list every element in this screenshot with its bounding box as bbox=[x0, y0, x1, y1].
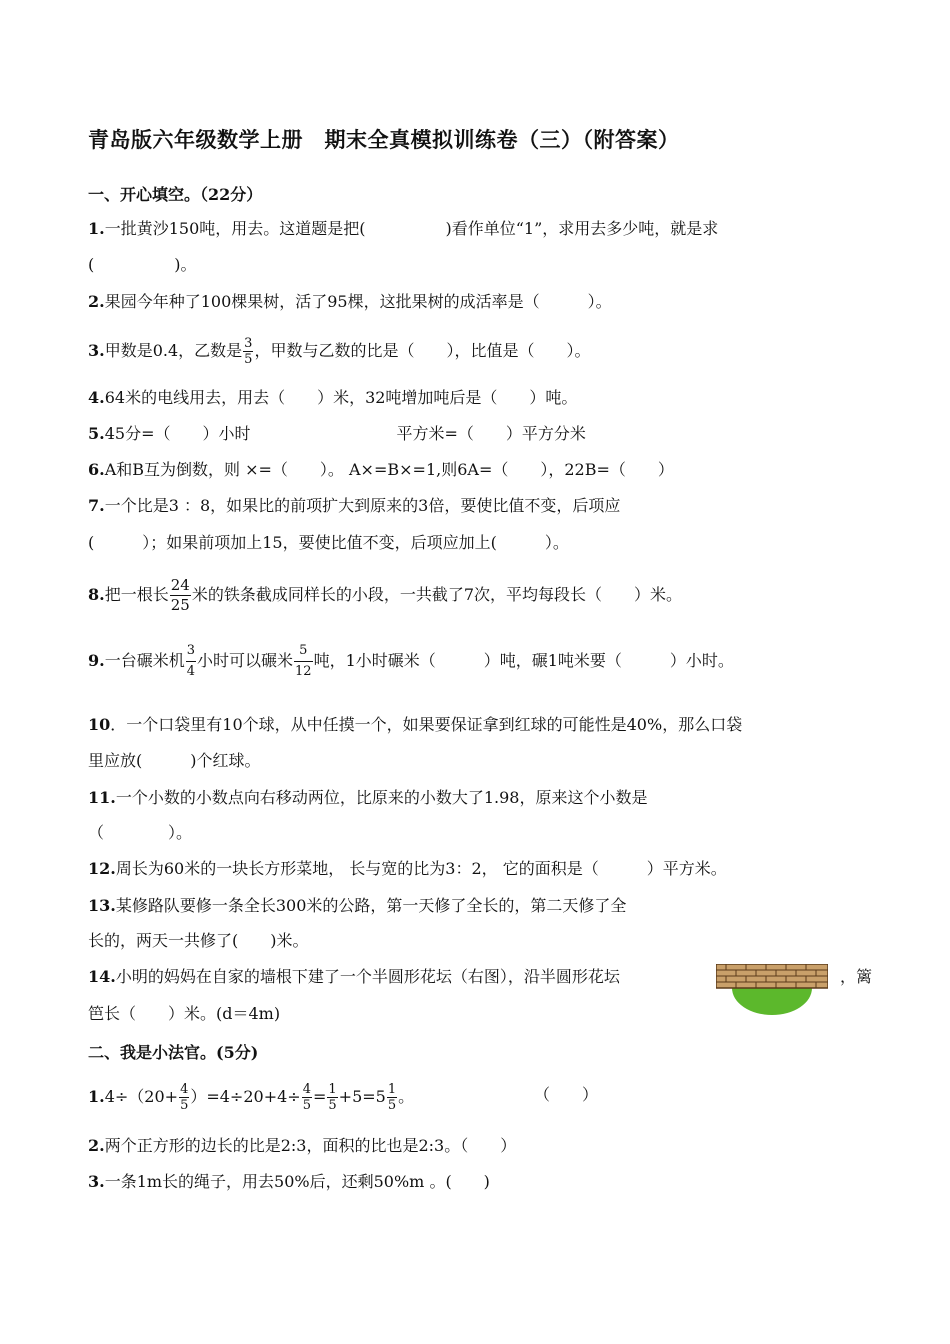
section-1-heading: 一、开心填空。（22分） bbox=[88, 185, 263, 204]
question-number: 7. bbox=[88, 496, 105, 515]
fraction bbox=[294, 641, 313, 682]
question-number: 14. bbox=[88, 967, 116, 986]
question-11-cont: （ ）。 bbox=[88, 823, 193, 842]
denominator: 5 bbox=[387, 1098, 397, 1113]
question-number: 2. bbox=[88, 1136, 105, 1155]
question-text: 小时可以碾米 bbox=[197, 651, 294, 670]
question-number: 8. bbox=[88, 585, 105, 604]
question-7-cont: ( ）；如果前项加上15，要使比值不变，后项应加上( ）。 bbox=[88, 533, 569, 552]
question-14 bbox=[88, 966, 620, 988]
question-number: 2. bbox=[88, 292, 105, 311]
fraction bbox=[302, 1082, 312, 1113]
question-5 bbox=[88, 423, 586, 445]
question-text: 吨，1小时碾米（ ）吨，碾1吨米要（ ）小时。 bbox=[313, 651, 734, 670]
question-number: 9. bbox=[88, 651, 105, 670]
denominator: 4 bbox=[186, 664, 195, 679]
question-text-a: 45分=（ ）小时 bbox=[104, 424, 251, 443]
page-title: 青岛版六年级数学上册 期末全真模拟训练卷（三）（附答案） bbox=[88, 127, 680, 152]
question-14-tail: ，篱 bbox=[840, 967, 873, 986]
question-number: 3. bbox=[88, 341, 105, 360]
question-1 bbox=[88, 218, 718, 240]
question-text: 甲数是0.4，乙数是 bbox=[104, 341, 243, 360]
question-text: 64米的电线用去，用去（ ）米，32吨增加吨后是（ ）吨。 bbox=[104, 388, 578, 407]
question-8 bbox=[88, 576, 682, 615]
numerator: 24 bbox=[170, 576, 190, 594]
question-text: 一台碾米机 bbox=[104, 651, 185, 670]
question-number: 11. bbox=[88, 788, 116, 807]
section-2-heading: 二、我是小法官。(5分) bbox=[88, 1043, 259, 1062]
numerator: 1 bbox=[387, 1082, 397, 1097]
question-6 bbox=[88, 459, 674, 481]
wall-and-semicircle-diagram bbox=[716, 964, 828, 1016]
numerator: 4 bbox=[302, 1082, 311, 1097]
question-text: 。 bbox=[398, 1087, 415, 1106]
question-14-cont: 笆长（ ）米。(d＝4m) bbox=[88, 1004, 281, 1023]
denominator: 5 bbox=[328, 1098, 337, 1113]
question-number: 6. bbox=[88, 460, 105, 479]
numerator: 5 bbox=[294, 641, 313, 662]
question-10 bbox=[88, 714, 742, 736]
question-text: 一批黄沙150吨，用去。这道题是把( )看作单位“1”，求用去多少吨，就是求 bbox=[104, 219, 719, 238]
judge-1 bbox=[88, 1082, 414, 1113]
question-text: 米的铁条截成同样长的小段，一共截了7次，平均每段长（ ）米。 bbox=[191, 585, 682, 604]
fraction bbox=[170, 576, 191, 615]
question-4 bbox=[88, 387, 577, 409]
semicircle-flowerbed bbox=[732, 988, 812, 1015]
judge-3 bbox=[88, 1171, 490, 1193]
numerator: 3 bbox=[186, 641, 196, 662]
question-2 bbox=[88, 291, 612, 313]
question-text: 小明的妈妈在自家的墙根下建了一个半圆形花坛（右图），沿半圆形花坛 bbox=[115, 967, 620, 986]
question-text: 某修路队要修一条全长300米的公路，第一天修了全长的，第二天修了全 bbox=[115, 896, 627, 915]
question-1-cont: ( )。 bbox=[88, 255, 197, 274]
denominator: 5 bbox=[244, 352, 253, 367]
question-text: A和B互为倒数，则 ×=（ ）。 A×=B×=1,则6A=（ ），22B=（ ） bbox=[104, 460, 674, 479]
judge-2 bbox=[88, 1135, 516, 1157]
question-3 bbox=[88, 336, 590, 367]
denominator: 12 bbox=[295, 664, 312, 679]
fraction bbox=[387, 1082, 397, 1113]
fraction bbox=[179, 1082, 189, 1113]
question-text: ）=4÷20+4÷ bbox=[190, 1087, 301, 1106]
question-text: = bbox=[312, 1087, 327, 1106]
denominator: 25 bbox=[170, 596, 190, 614]
denominator: 5 bbox=[302, 1098, 311, 1113]
fraction bbox=[327, 1082, 337, 1113]
question-text: 一个比是3 ：8，如果比的前项扩大到原来的3倍，要使比值不变，后项应 bbox=[104, 496, 621, 515]
question-number: 1. bbox=[88, 1087, 105, 1106]
question-10-cont: 里应放( )个红球。 bbox=[88, 751, 261, 770]
question-text: 4÷（20+ bbox=[104, 1087, 179, 1106]
numerator: 3 bbox=[244, 336, 253, 351]
question-number: 13. bbox=[88, 896, 116, 915]
numerator: 1 bbox=[328, 1082, 337, 1097]
question-11 bbox=[88, 787, 647, 809]
answer-paren: （ ） bbox=[534, 1085, 599, 1104]
question-7 bbox=[88, 495, 620, 517]
question-text: 周长为60米的一块长方形菜地， 长与宽的比为3：2， 它的面积是（ ）平方米。 bbox=[115, 859, 727, 878]
flowerbed-figure bbox=[716, 964, 828, 1020]
question-number: 4. bbox=[88, 388, 105, 407]
question-12 bbox=[88, 858, 727, 880]
question-text: 一个小数的小数点向右移动两位，比原来的小数大了1.98，原来这个小数是 bbox=[115, 788, 648, 807]
question-text: ，甲数与乙数的比是（ ），比值是（ ）。 bbox=[254, 341, 591, 360]
question-13 bbox=[88, 895, 626, 917]
question-number: 3. bbox=[88, 1172, 105, 1191]
question-number: 12. bbox=[88, 859, 116, 878]
question-text: 果园今年种了100棵果树，活了95棵，这批果树的成活率是（ ）。 bbox=[104, 292, 612, 311]
question-text: 把一根长 bbox=[104, 585, 169, 604]
question-number: 10 bbox=[88, 715, 111, 734]
fraction bbox=[186, 641, 196, 682]
question-9 bbox=[88, 641, 734, 682]
question-13-cont: 长的，两天一共修了( )米。 bbox=[88, 931, 309, 950]
denominator: 5 bbox=[180, 1098, 189, 1113]
question-number: 5. bbox=[88, 424, 105, 443]
numerator: 4 bbox=[180, 1082, 189, 1097]
question-text: 两个正方形的边长的比是2:3，面积的比也是2:3。（ ） bbox=[104, 1136, 517, 1155]
question-number: 1. bbox=[88, 219, 105, 238]
question-text: 一条1m长的绳子，用去50%后，还剩50%m 。( ) bbox=[104, 1172, 490, 1191]
question-text: ．一个口袋里有10个球，从中任摸一个，如果要保证拿到红球的可能性是40%，那么口袋 bbox=[110, 715, 743, 734]
question-text-b: 平方米=（ ）平方分米 bbox=[396, 424, 586, 443]
question-text: +5=5 bbox=[338, 1087, 386, 1106]
fraction bbox=[243, 336, 253, 367]
